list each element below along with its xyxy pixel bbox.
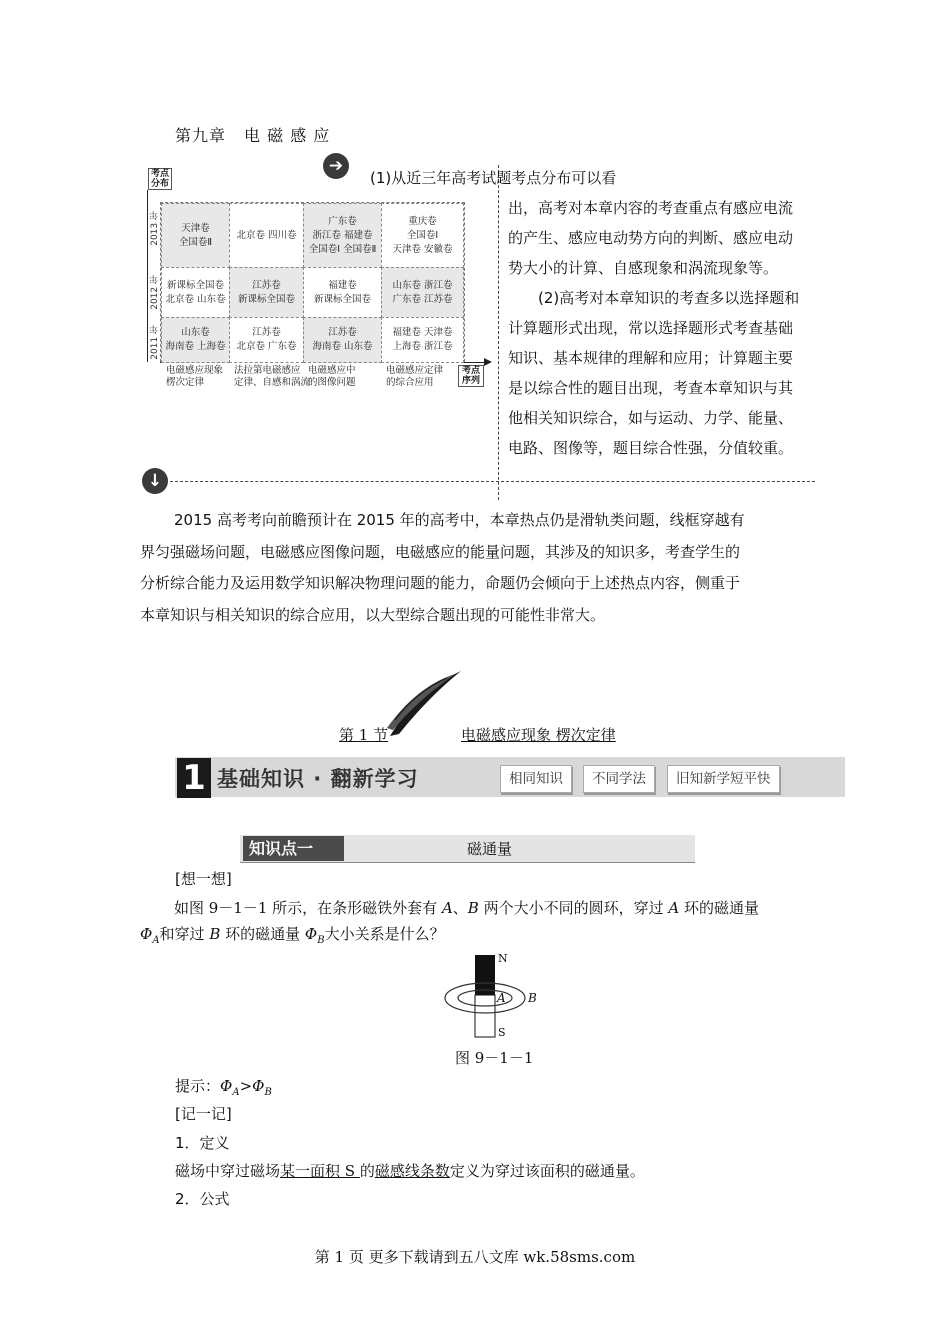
chart-cell: 江苏卷 新课标全国卷 [229, 267, 304, 318]
chapter-number: 第九章 [175, 126, 227, 145]
chart-cell: 江苏卷 北京卷 广东卷 [229, 317, 304, 363]
magnet-north-pole [475, 955, 495, 995]
chart-cell: 新课标全国卷 北京卷 山东卷 [161, 267, 230, 318]
label-s: S [498, 1026, 506, 1039]
knowledge-point-bar [240, 835, 695, 863]
banner-title: 基础知识 · 翻新学习 [217, 767, 419, 791]
definition-text: 磁场中穿过磁场某一面积 S 的磁感线条数定义为穿过该面积的磁通量。 [175, 1162, 645, 1180]
tag-exam-distribution: 考点分布 [148, 168, 172, 190]
chart-cell: 广东卷 浙江卷 福建卷 全国卷Ⅰ 全国卷Ⅱ [303, 203, 382, 268]
arrow-right-icon: ➔ [323, 153, 349, 179]
year-label: 2013 年 [150, 211, 160, 246]
page-footer: 第 1 页 更多下载请到五八文库 wk.58sms.com [314, 1248, 636, 1266]
chart-cell: 江苏卷 海南卷 山东卷 [303, 317, 382, 363]
analysis-first-line: (1)从近三年高考试题考点分布可以看 [370, 169, 617, 187]
chart-cell: 福建卷 天津卷 上海卷 浙江卷 [381, 317, 464, 363]
think-heading: [想一想] [175, 870, 232, 888]
chip-review: 旧知新学短平快 [667, 765, 780, 793]
item-definition: 1．定义 [175, 1134, 230, 1152]
item-formula: 2．公式 [175, 1190, 230, 1208]
year-label: 2011 年 [150, 325, 160, 360]
analysis-paragraph-1: 出，高考对本章内容的考查重点有感应电流 的产生、感应电动势方向的判断、感应电动 势大小的计算、自感现象和涡流现象等。 [508, 199, 794, 277]
topic-label: 法拉第电磁感应 定律、自感和涡流 [234, 365, 311, 388]
label-b: B [528, 991, 537, 1005]
think-question: 如图 9－1－1 所示，在条形磁铁外套有 A、B 两个大小不同的圆环，穿过 A 环的磁通量 $\Phi_A$和穿过 B 环的磁通量 $\Phi_B$大小关系是什么？ [140, 899, 759, 946]
swoosh-decoration-icon [385, 668, 465, 738]
figure-caption: 图 9－1－1 [455, 1049, 534, 1067]
divider-horizontal [170, 481, 815, 482]
chapter-title [175, 123, 330, 146]
topic-label: 电磁感应现象 楞次定律 [166, 365, 224, 388]
basic-knowledge-banner [175, 757, 845, 797]
section-label: 第 1 节 [339, 726, 389, 744]
knowledge-point-title: 磁通量 [467, 840, 513, 858]
analysis-paragraph-2: (2)高考对本章知识的考查多以选择题和 计算题形式出现，常以选择题形式考查基础 知识、基本规律的理解和应用；计算题主要 是以综合性的题目出现，考查本章知识与其 他相关知识综合，如与运动、力学、能量、 电路、图像等，题目综合性强，分值较重。 [508, 289, 800, 457]
section-title: 电磁感应现象 楞次定律 [461, 726, 616, 744]
chart-cell: 重庆卷 全国卷Ⅰ 天津卷 安徽卷 [381, 203, 464, 268]
chip-same-knowledge: 相同知识 [500, 765, 572, 793]
hint-answer: 提示：$\Phi_A>\Phi_B$ [175, 1077, 272, 1098]
chart-cell: 山东卷 海南卷 上海卷 [161, 317, 230, 363]
chart-cell: 福建卷 新课标全国卷 [303, 267, 382, 318]
forecast-paragraph: 2015 高考考向前瞻预计在 2015 年的高考中，本章热点仍是滑轨类问题，线框穿越有 界匀强磁场问题，电磁感应图像问题，电磁感应的能量问题，其涉及的知识多，考查学生的 分析综合能力及运用数学知识解决物理问题的能力，命题仍会倾向于上述热点内容，侧重于 本章知识与相关知识的综合应用，以大型综合题出现的可能性非常大。 [140, 511, 745, 624]
arrow-down-icon: ↓ [142, 468, 168, 494]
topic-label: 电磁感应定律 的综合应用 [386, 365, 444, 388]
divider-vertical [498, 165, 499, 500]
chapter-name: 电 磁 感 应 [244, 126, 331, 145]
tag-topic-sequence: 考点序列 [458, 365, 484, 387]
remember-heading: [记一记] [175, 1105, 232, 1123]
chip-different-method: 不同学法 [583, 765, 655, 793]
chart-cell: 天津卷 全国卷Ⅱ [161, 203, 230, 268]
magnet-south-pole [475, 995, 495, 1037]
chart-cell: 山东卷 浙江卷 广东卷 江苏卷 [381, 267, 464, 318]
topic-label: 电磁感应中 的图像问题 [308, 365, 356, 388]
label-a: A [497, 991, 506, 1005]
banner-number: 1 [177, 758, 211, 798]
year-label: 2012 年 [150, 275, 160, 310]
knowledge-point-tag: 知识点一 [243, 836, 344, 861]
label-n: N [498, 952, 508, 965]
chart-cell: 北京卷 四川卷 [229, 203, 304, 268]
